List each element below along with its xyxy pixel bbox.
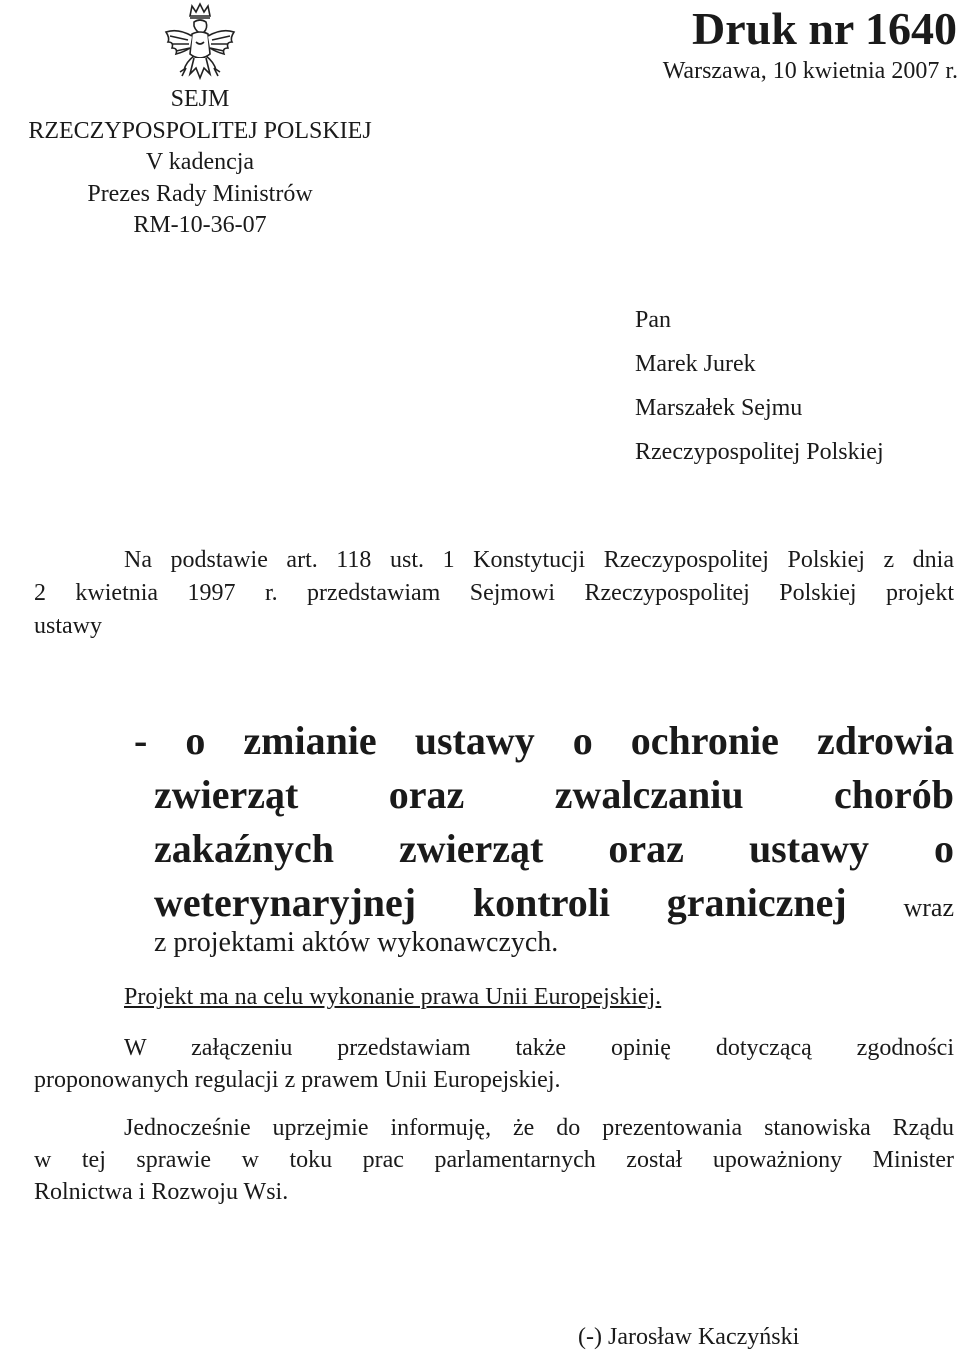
addressee-role: Marszałek Sejmu (635, 395, 803, 421)
representation-line: Jednocześnie uprzejmie informuję, że do prezentowania stanowiska Rządu (124, 1115, 954, 1141)
addressee-name: Marek Jurek (635, 351, 756, 377)
intro-line: Na podstawie art. 118 ust. 1 Konstytucji Rzeczypospolitej Polskiej z dnia (124, 547, 954, 573)
signature: (-) Jarosław Kaczyński (578, 1324, 800, 1350)
print-number: Druk nr 1640 (692, 3, 957, 54)
addressee-country: Rzeczypospolitej Polskiej (635, 439, 884, 465)
bill-title-line: weterynaryjnej kontroli granicznej (154, 880, 847, 925)
institution-line-sejm: SEJM (170, 86, 230, 112)
white-eagle-emblem-icon (160, 2, 240, 88)
bill-title-suffix: wraz (903, 893, 955, 922)
opinion-line: proponowanych regulacji z prawem Unii Europejskiej. (34, 1067, 561, 1093)
bill-title-line: - o zmianie ustawy o ochronie zdrowia (134, 718, 954, 763)
opinion-paragraph (34, 1032, 954, 1096)
intro-paragraph (34, 544, 954, 643)
bill-title (134, 714, 954, 935)
intro-line: ustawy (34, 613, 102, 639)
institution-line-term: V kadencja (145, 149, 255, 175)
institution-line-office: Prezes Rady Ministrów (87, 180, 313, 207)
bill-title-line: zakaźnych zwierząt oraz ustawy o (154, 826, 954, 871)
institution-header (0, 84, 400, 242)
addressee-salutation: Pan (635, 307, 671, 333)
representation-paragraph (34, 1112, 954, 1208)
institution-line-republic: RZECZYPOSPOLITEJ POLSKIEJ (28, 117, 372, 144)
bill-title-line: zwierząt oraz zwalczaniu chorób (154, 772, 954, 817)
bill-title-tail: z projektami aktów wykonawczych. (154, 927, 559, 958)
place-date: Warszawa, 10 kwietnia 2007 r. (662, 58, 958, 84)
representation-line: Rolnictwa i Rozwoju Wsi. (34, 1179, 289, 1205)
opinion-line: W załączeniu przedstawiam także opinię dotyczącą zgodności (124, 1035, 954, 1061)
representation-line: w tej sprawie w toku prac parlamentarnych został upoważniony Minister (34, 1147, 954, 1173)
intro-line: 2 kwietnia 1997 r. przedstawiam Sejmowi Rzeczypospolitej Polskiej projekt (34, 580, 954, 606)
purpose-statement: Projekt ma na celu wykonanie prawa Unii Europejskiej. (124, 984, 662, 1010)
reference-number: RM-10-36-07 (133, 212, 267, 238)
